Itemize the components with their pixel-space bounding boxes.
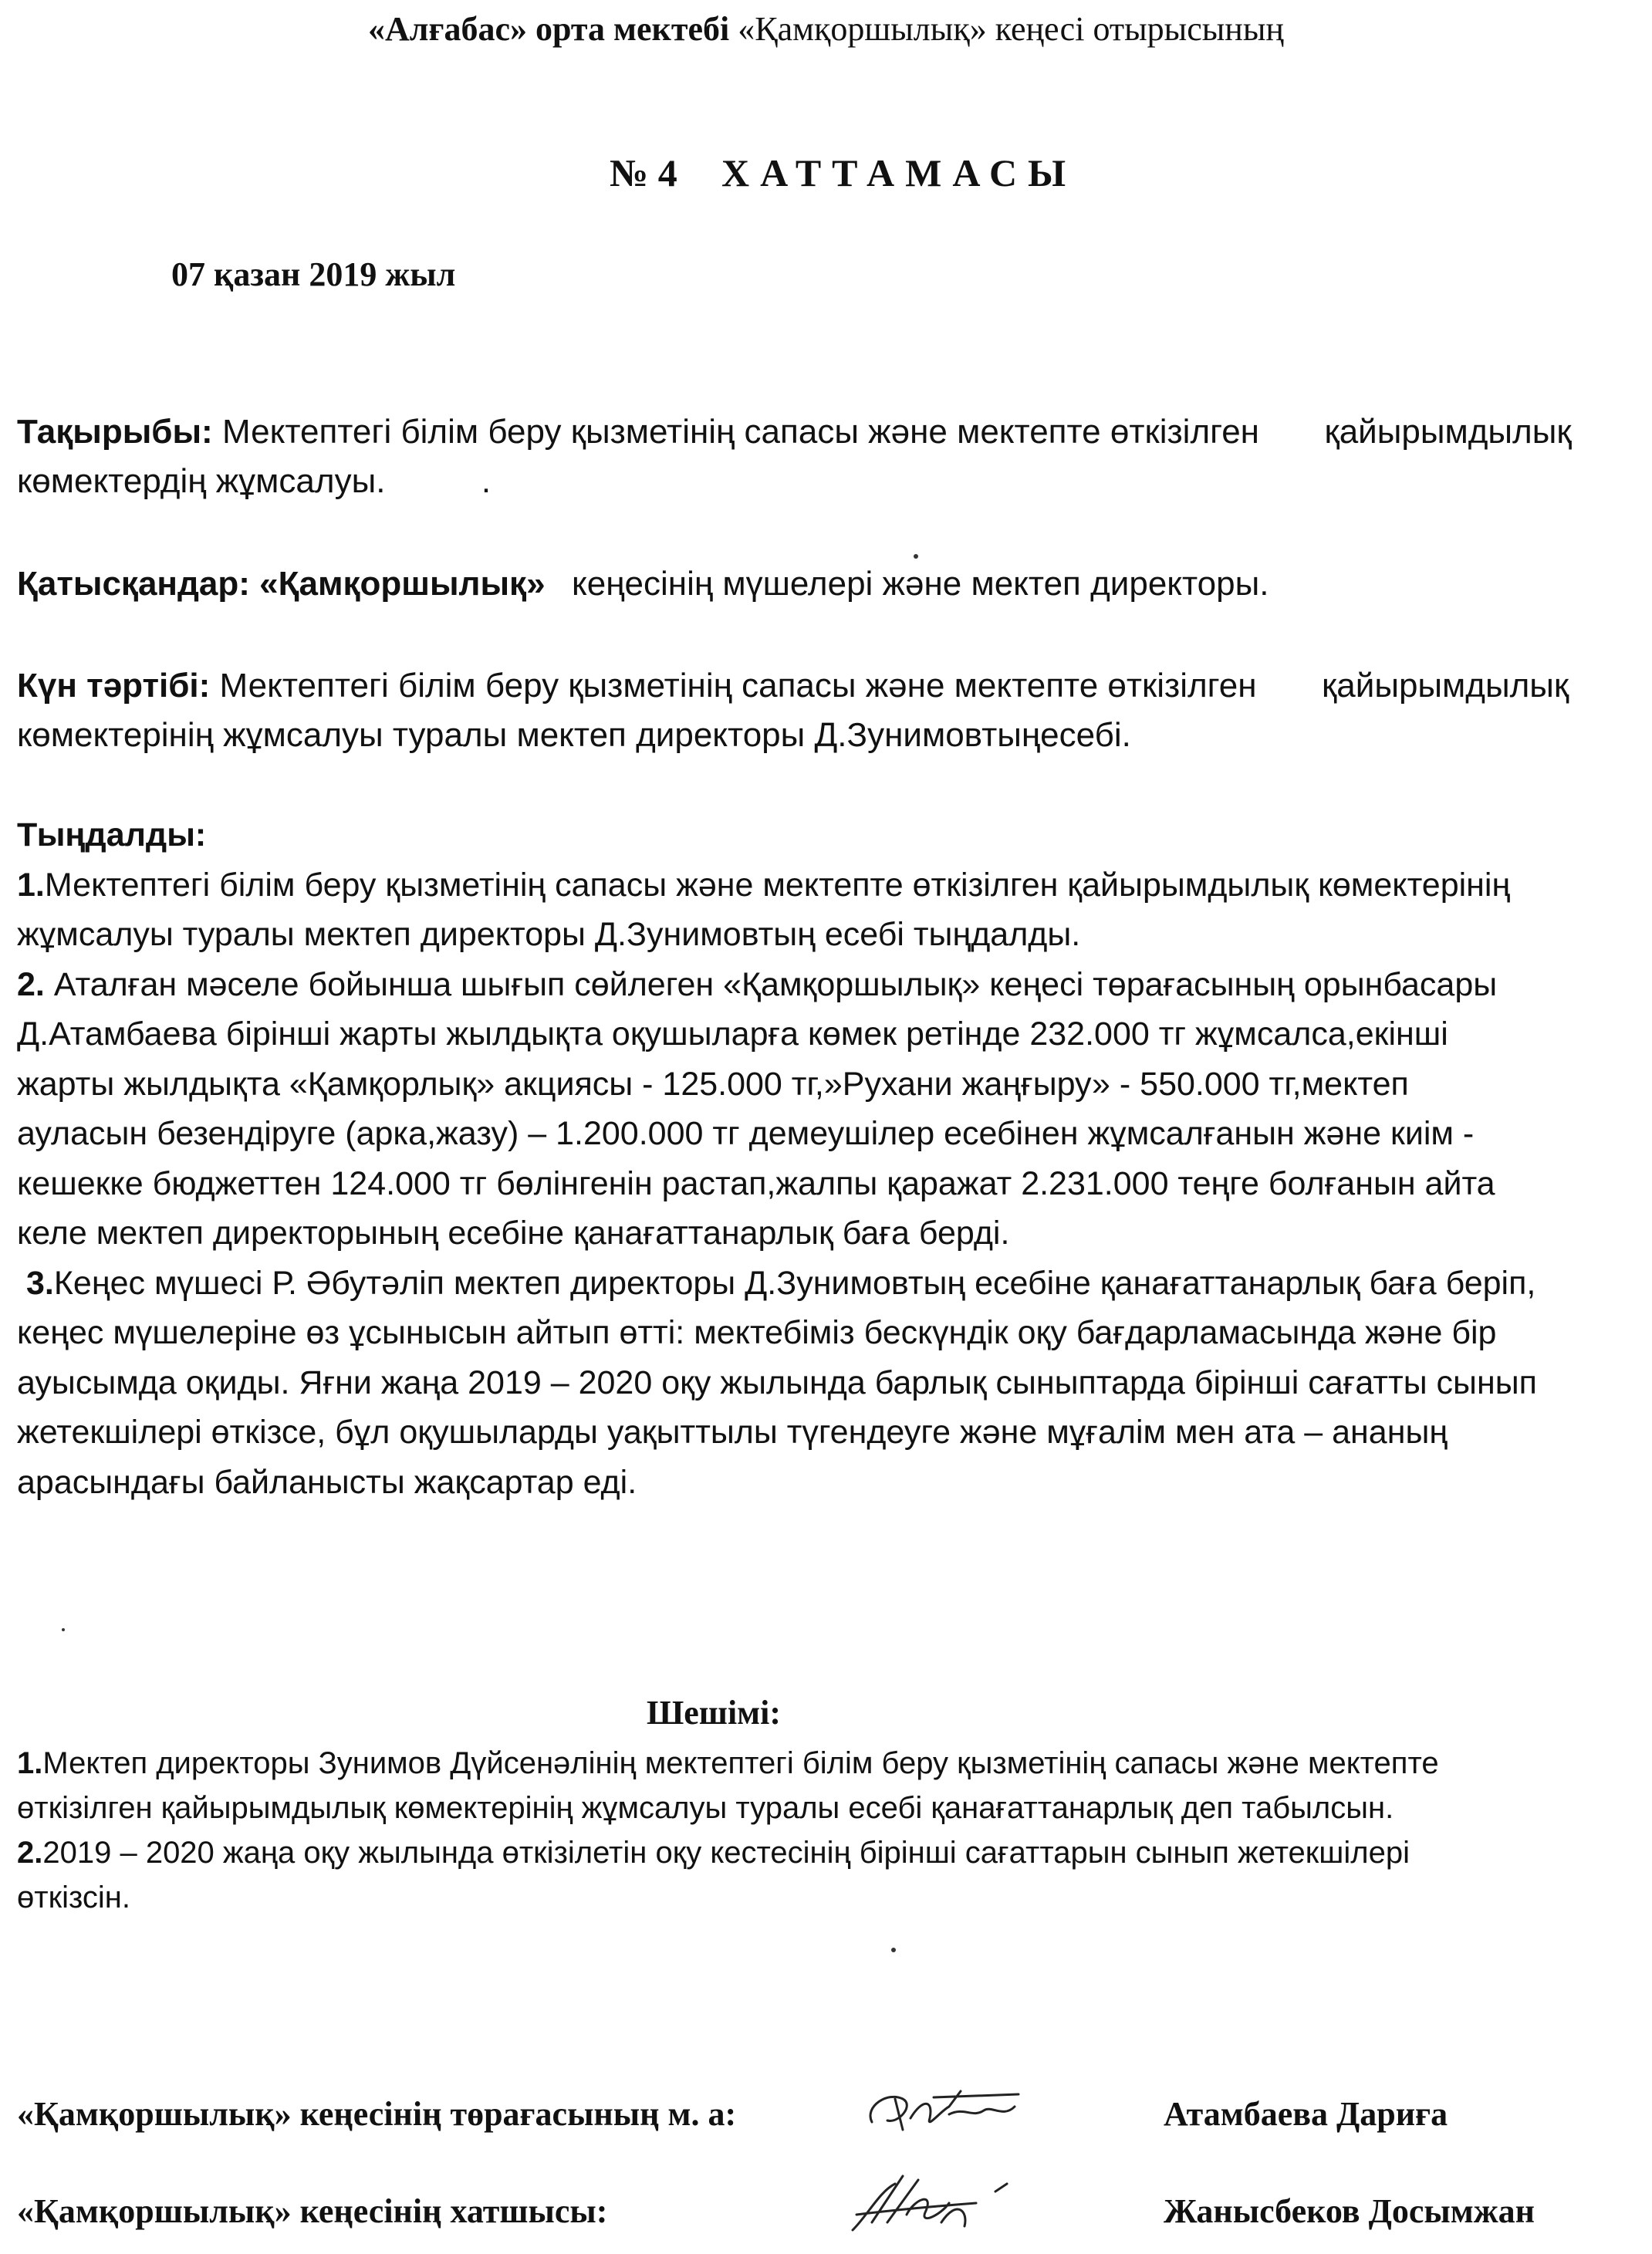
- item-text: Кеңес мүшесі Р. Әбутәліп мектеп директоры Д.Зунимовтың есебіне қанағаттанарлық баға беріп,: [53, 1264, 1536, 1302]
- agenda-section: [17, 661, 1637, 760]
- scan-speck: [914, 554, 918, 559]
- listened-item-2-line-3: жарты жылдықта «Қамқорлық» акциясы - 125.000 тг,»Рухани жаңғыру» - 550.000 тг,мектеп: [17, 1065, 1409, 1103]
- listened-item-1-line-2: жұмсалуы туралы мектеп директоры Д.Зунимовтың есебі тыңдалды.: [17, 916, 1081, 953]
- item-number: 2.: [17, 965, 45, 1003]
- topic-line-2: [17, 457, 1637, 506]
- listened-item-2-line-4: ауласын безендіруге (арка,жазу) – 1.200.000 тг демеушілер есебінен жұмсалғанын және киім -: [17, 1115, 1475, 1152]
- decision-item-2-line-2: өткізсін.: [17, 1881, 130, 1914]
- agenda-text-2: көмектерінің жұмсалуы туралы мектеп директоры Д.Зунимовтыңесебі.: [17, 716, 1131, 754]
- listened-item-3-line-5: арасындағы байланысты жақсартар еді.: [17, 1463, 637, 1501]
- listened-item-2-line-5: кешекке бюджеттен 124.000 тг бөлінгенін растап,жалпы қаражат 2.231.000 теңге болғанын айта: [17, 1164, 1495, 1202]
- secretary-name: Жанысбеков Досымжан: [1164, 2192, 1535, 2230]
- protocol-title: ХАТТАМАСЫ: [721, 151, 1077, 194]
- listened-item-2-line-1: [17, 960, 1645, 1010]
- listened-item-3-line-3: ауысымда оқиды. Яғни жаңа 2019 – 2020 оқу жылында барлық сыныптарда бірінші сағатты сынып: [17, 1364, 1537, 1401]
- listened-item-3-line-2: кеңес мүшелеріне өз ұсынысын айтып өтті: мектебіміз бескүндік оқу бағдарламасында және бір: [17, 1314, 1497, 1351]
- listened-item-2-line-2: Д.Атамбаева бірінші жарты жылдықта оқушыларға көмек ретінде 232.000 тг жұмсалса,екінші: [17, 1015, 1448, 1053]
- topic-text-2: көмектердің жұмсалуы.: [17, 462, 386, 500]
- item-number: 3.: [26, 1264, 54, 1302]
- item-text: Мектеп директоры Зунимов Дүйсенәлінің мектептегі білім беру қызметінің сапасы және мектепте: [42, 1746, 1439, 1780]
- scan-speck: [62, 1628, 65, 1631]
- agenda-label: Күн тәртібі:: [17, 667, 211, 705]
- protocol-number: № 4: [610, 151, 677, 194]
- topic-text-1: Мектептегі білім беру қызметінің сапасы және мектепте өткізілген: [221, 413, 1259, 451]
- scan-speck: [891, 1948, 896, 1952]
- listened-section: [17, 810, 1645, 1507]
- decision-label: Шешімі:: [646, 1694, 782, 1732]
- agenda-text-1-end: қайырымдылық: [1322, 667, 1569, 705]
- listened-item-2-line-6: келе мектеп директорының есебіне қанағаттанарлық баға берді.: [17, 1215, 1010, 1252]
- decision-section: [17, 1741, 1645, 1920]
- topic-text-2-end: .: [481, 462, 492, 500]
- listened-label: Тыңдалды:: [17, 816, 207, 853]
- item-number: 1.: [17, 1746, 43, 1780]
- decision-item-1-line-1: [17, 1741, 1645, 1786]
- secretary-signature-label: «Қамқоршылық» кеңесінің хатшысы:: [17, 2192, 608, 2230]
- decision-item-1-line-2: өткізілген қайырымдылық көмектерінің жұмсалуы туралы есебі қанағаттанарлық деп табылсын.: [17, 1791, 1394, 1825]
- listened-item-1-line-1: [17, 860, 1645, 911]
- topic-section: [17, 407, 1637, 506]
- chair-signature-image: [856, 2076, 1034, 2145]
- agenda-line-2: [17, 711, 1637, 760]
- item-text: Аталған мәселе бойынша шығып сөйлеген «Қамқоршылық» кеңесі төрағасының орынбасары: [44, 965, 1498, 1003]
- participants-section: [17, 559, 1637, 609]
- listened-item-3-line-1: [17, 1259, 1645, 1309]
- decision-item-2-line-1: [17, 1830, 1645, 1875]
- topic-line-1: [17, 407, 1637, 457]
- council-line: «Қамқоршылық» кеңесі отырысының: [738, 10, 1284, 48]
- participants-text: кеңесінің мүшелері және мектеп директоры.: [572, 565, 1269, 603]
- school-name: «Алғабас» орта мектебі: [368, 10, 730, 48]
- topic-text-1-end: қайырымдылық: [1324, 413, 1572, 451]
- item-number: 2.: [17, 1836, 43, 1870]
- participants-label: Қатысқандар: «Қамқоршылық»: [17, 565, 546, 603]
- protocol-date: 07 қазан 2019 жыл: [171, 255, 456, 293]
- topic-label: Тақырыбы:: [17, 413, 213, 451]
- chair-signature-label: «Қамқоршылық» кеңесінің төрағасының м. а:: [17, 2095, 737, 2133]
- listened-item-3-line-4: жетекшілері өткізсе, бұл оқушыларды уақыттылы түгендеуге және мұғалім мен ата – ананың: [17, 1414, 1448, 1451]
- document-header: [0, 9, 1652, 49]
- item-text: 2019 – 2020 жаңа оқу жылында өткізілетін оқу кестесінің бірінші сағаттарын сынып жетекшілері: [42, 1836, 1410, 1870]
- secretary-signature-image: [841, 2168, 1019, 2246]
- chair-name: Атамбаева Дариға: [1164, 2095, 1448, 2133]
- agenda-text-1: Мектептегі білім беру қызметінің сапасы және мектепте өткізілген: [219, 667, 1257, 705]
- item-number: 1.: [17, 866, 45, 904]
- item-text: Мектептегі білім беру қызметінің сапасы және мектепте өткізілген қайырымдылық көмектерінің: [44, 866, 1511, 904]
- agenda-line-1: [17, 661, 1637, 711]
